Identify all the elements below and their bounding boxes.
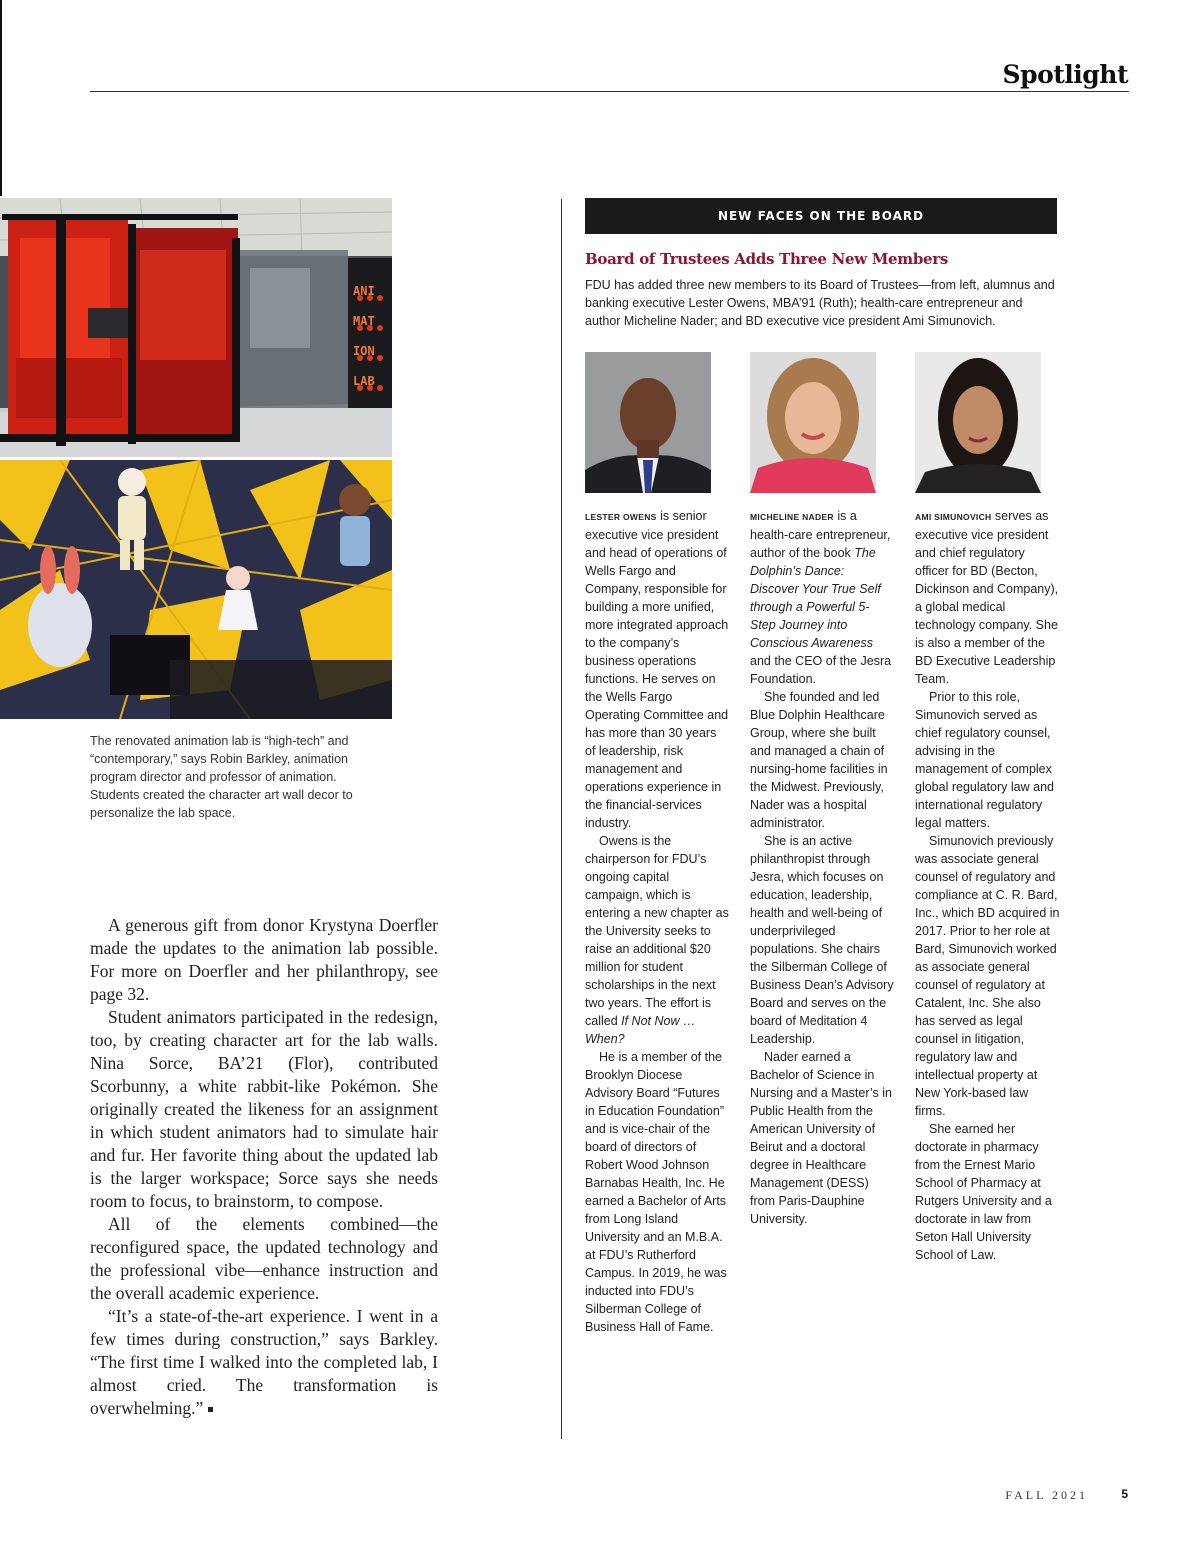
bio-text: Nader earned a Bachelor of Science in Nursing and a Master’s in Public Health from the American University of Beirut and a doctoral degree in Healthcare Management (DESS) from Paris-Dauphine University. (750, 1050, 892, 1226)
lab-sign-line: MAT (353, 314, 375, 328)
bio-text: He is a member of the Brooklyn Diocese Advisory Board “Futures in Education Foundation” and is vice-chair of the board of directors of Robert Wood Johnson Barnabas Health, Inc. He earned a Bachelor of Arts from Long Island University and an M.B.A. at FDU’s Rutherford Campus. In 2019, he was inducted into FDU’s Silberman College of Business Hall of Fame. (585, 1050, 727, 1334)
campaign-title: If Not Now …When? (585, 1014, 696, 1046)
bio-text: She founded and led Blue Dolphin Healthcare Group, where she built and managed a chain of nursing-home facilities in the Midwest. Previously, Nader was a hospital administrator. (750, 690, 888, 830)
micheline-nader-portrait (750, 352, 876, 493)
bio-name: AMI SIMUNOVICH (915, 512, 992, 522)
lab-sign-line: ION (353, 344, 375, 358)
article-body (90, 914, 438, 1420)
issue-folio: FALL 2021 (1005, 1488, 1088, 1502)
bio-text: and the CEO of the Jesra Foundation. (750, 654, 892, 686)
board-headline: Board of Trustees Adds Three New Members (585, 250, 949, 268)
ami-simunovich-portrait (915, 352, 1041, 493)
bio-text: Owens is the chairperson for FDU’s ongoing capital campaign, which is entering a new chapter as the University seeks to raise an additional $20 million for student scholarships in the next two years. The effort is called (585, 834, 729, 1028)
bio-text: is senior executive vice president and head of operations of Wells Fargo and Company, responsible for building a more unified, more integrated approach to the company’s business operations functions. He serves on the Wells Fargo Operating Committee and has more than 30 years of leadership, risk management and operations experience in the financial-services industry. (585, 509, 729, 830)
bio-name: LESTER OWENS (585, 512, 657, 522)
bio-text: Simunovich previously was associate general counsel of regulatory and compliance at C. R. Bard, Inc., which BD acquired in 2017. Prior to her role at Bard, Simunovich worked as associate general counsel of regulatory at Catalent, Inc. She also has served as legal counsel in litigation, regulatory law and intellectual property at New York-based law firms. (915, 834, 1060, 1118)
bio-name: MICHELINE NADER (750, 512, 834, 522)
article-paragraph: All of the elements combined—the reconfigured space, the updated technology and the professional vibe—enhance instruction and the overall academic experience. (90, 1214, 438, 1303)
bio-text: Prior to this role, Simunovich served as chief regulatory counsel, advising in the management of complex global regulatory law and international regulatory legal matters. (915, 690, 1054, 830)
lab-sign-line: ANI (353, 284, 375, 298)
article-paragraph: Student animators participated in the redesign, too, by creating character art for the lab walls. Nina Sorce, BA’21 (Flor), contributed Scorbunny, a white rabbit-like Pokémon. She originally created the likeness for an assignment in which student animators had to simulate hair and fur. Her favorite thing about the updated lab is the larger workspace; Sorce says she needs room to focus, to brainstorm, to compose. (90, 1007, 438, 1211)
article-paragraph (90, 1305, 438, 1420)
lab-sign-line: LAB (353, 374, 375, 388)
bio-ami-simunovich (915, 507, 1060, 1264)
article-paragraph: A generous gift from donor Krystyna Doerfler made the updates to the animation lab possible. For more on Doerfler and her philanthropy, see page 32. (90, 915, 438, 1004)
end-mark-icon (208, 1407, 213, 1412)
animation-lab-photo (0, 198, 392, 457)
book-title: The Dolphin’s Dance: Discover Your True Self through a Powerful 5-Step Journey into Conscious Awareness (750, 546, 881, 650)
closing-quote: “It’s a state-of-the-art experience. I went in a few times during construction,” says Barkley. “The first time I walked into the completed lab, I almost cried. The transformation is overwhelming.” (90, 1306, 438, 1418)
lester-owens-portrait (585, 352, 711, 493)
bio-lester-owens (585, 507, 730, 1336)
photo-caption: The renovated animation lab is “high-tech” and “contemporary,” says Robin Barkley, animation program director and professor of animation. Students created the character art wall decor to personalize the lab space. (90, 734, 353, 820)
board-banner: NEW FACES ON THE BOARD (585, 198, 1057, 234)
column-divider (561, 199, 562, 1439)
bio-text: She is an active philanthropist through Jesra, which focuses on education, leadership, health and well-being of underprivileged populations. She chairs the Silberman College of Business Dean’s Advisory Board and serves on the board of Meditation 4 Leadership. (750, 834, 894, 1046)
bio-text: is a health-care entrepreneur, author of the book (750, 509, 891, 560)
board-intro: FDU has added three new members to its Board of Trustees—from left, alumnus and banking executive Lester Owens, MBA’91 (Ruth); health-care entrepreneur and author Micheline Nader; and BD executive vice president Ami Simunovich. (585, 278, 1055, 328)
bio-text: serves as executive vice president and chief regulatory officer for BD (Becton, Dickinson and Company), a global medical technology company. She is also a member of the BD Executive Leadership Team. (915, 509, 1059, 686)
bio-micheline-nader (750, 507, 895, 1228)
page-number: 5 (1121, 1487, 1128, 1501)
page-edge-rule (0, 0, 2, 196)
section-title: Spotlight (1002, 60, 1128, 89)
header-rule (90, 91, 1129, 92)
bio-text: She earned her doctorate in pharmacy from the Ernest Mario School of Pharmacy at Rutgers University and a doctorate in law from Seton Hall University School of Law. (915, 1122, 1052, 1262)
character-art-wall-photo (0, 460, 392, 719)
